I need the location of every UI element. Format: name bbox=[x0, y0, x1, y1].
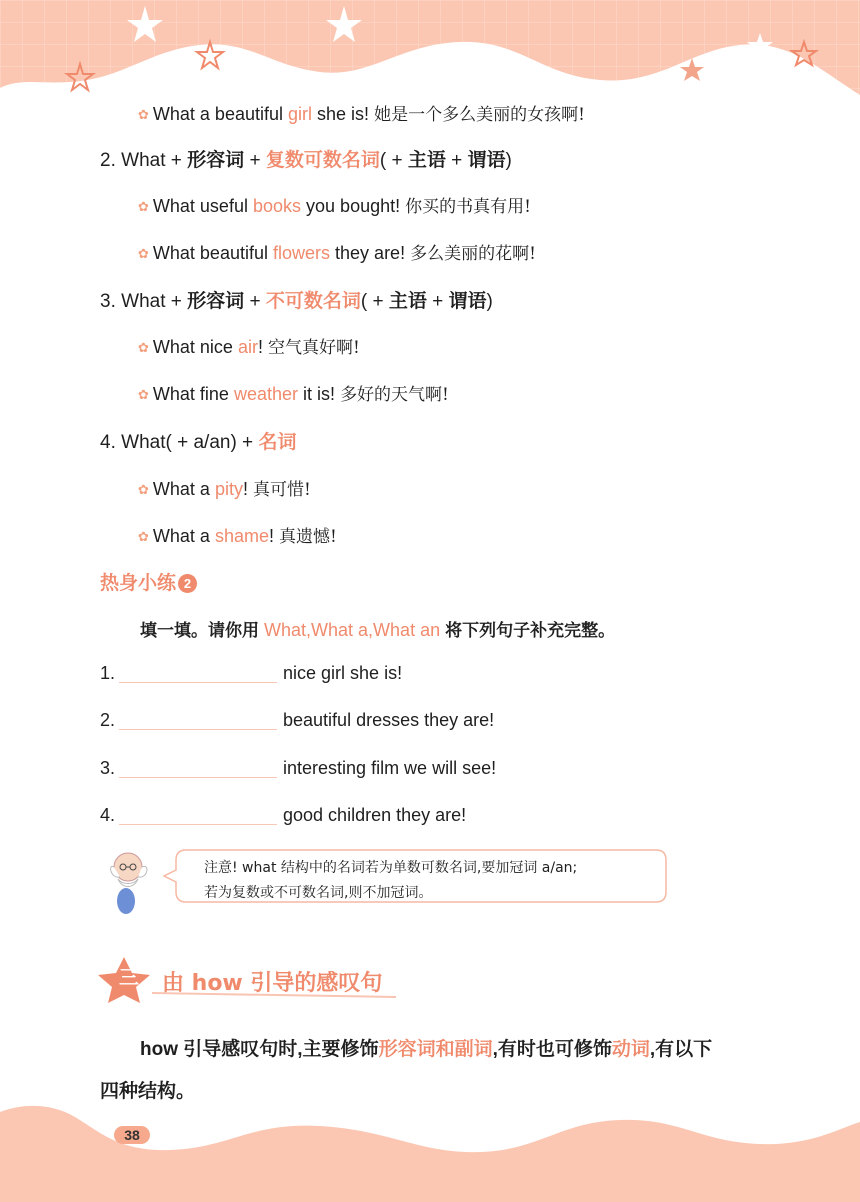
highlight-word: air bbox=[237, 337, 258, 357]
flower-icon: ✿ bbox=[138, 199, 149, 214]
predicate-label: 谓语 bbox=[448, 291, 487, 312]
item-text: nice girl she is! bbox=[283, 663, 403, 683]
footer-decoration bbox=[0, 1092, 860, 1202]
item-text: interesting film we will see! bbox=[283, 758, 497, 778]
flower-icon: ✿ bbox=[138, 482, 149, 497]
highlight-words: 形容词和副词 bbox=[378, 1039, 493, 1060]
example-line bbox=[138, 380, 449, 405]
structure-text: What + bbox=[121, 291, 182, 312]
subject-label: 主语 bbox=[388, 291, 427, 312]
translation: 多么美丽的花啊! bbox=[410, 244, 536, 264]
item-text: good children they are! bbox=[283, 805, 467, 825]
structure-heading bbox=[100, 286, 493, 313]
highlight-words: 动词 bbox=[611, 1039, 650, 1060]
translation: 真遗憾! bbox=[279, 527, 337, 547]
example-text: ! bbox=[257, 337, 263, 357]
intro-line bbox=[140, 1034, 712, 1061]
example-text: ! bbox=[242, 479, 248, 499]
instruction-text: 填一填。请你用 bbox=[140, 621, 259, 640]
instruction-text: 将下列句子补充完整。 bbox=[445, 621, 616, 640]
practice-item bbox=[100, 758, 496, 779]
practice-item bbox=[100, 663, 402, 684]
structure-heading bbox=[100, 427, 296, 454]
highlight-word: shame bbox=[214, 526, 269, 546]
page-number-badge: 38 bbox=[114, 1126, 150, 1144]
example-text: you bought! bbox=[306, 196, 401, 216]
adjective-label: 形容词 bbox=[187, 291, 245, 312]
highlight-word: girl bbox=[288, 104, 313, 124]
structure-text: ) bbox=[505, 150, 512, 171]
flower-icon: ✿ bbox=[138, 340, 149, 355]
flower-icon: ✿ bbox=[138, 387, 149, 402]
noun-label: 不可数名词 bbox=[265, 291, 361, 312]
example-text: What a bbox=[152, 479, 210, 499]
structure-text: ( + bbox=[360, 291, 384, 312]
noun-label: 复数可数名词 bbox=[265, 150, 380, 171]
practice-item bbox=[100, 805, 466, 826]
structure-text: + bbox=[249, 291, 261, 312]
translation: 你买的书真有用! bbox=[405, 197, 531, 217]
example-text: it is! bbox=[303, 384, 336, 404]
translation: 空气真好啊! bbox=[268, 338, 360, 358]
intro-text: ,有时也可修饰 bbox=[492, 1039, 612, 1060]
structure-text: + bbox=[451, 150, 463, 171]
blank-input[interactable] bbox=[119, 711, 277, 730]
adjective-label: 形容词 bbox=[187, 150, 245, 171]
flower-icon: ✿ bbox=[138, 246, 149, 261]
example-line bbox=[138, 475, 311, 500]
structure-text: What + bbox=[121, 150, 182, 171]
intro-text: how 引导感叹句时,主要修饰 bbox=[140, 1039, 379, 1060]
example-text: they are! bbox=[335, 243, 406, 263]
structure-number: 4. bbox=[100, 432, 116, 453]
practice-badge: 2 bbox=[178, 574, 197, 593]
flower-icon: ✿ bbox=[138, 107, 149, 122]
practice-item bbox=[100, 710, 494, 731]
practice-instruction bbox=[140, 616, 615, 641]
translation: 真可惜! bbox=[253, 480, 311, 500]
example-line bbox=[138, 333, 360, 358]
example-text: she is! bbox=[317, 104, 370, 124]
item-number: 2. bbox=[100, 710, 116, 730]
highlight-word: flowers bbox=[273, 243, 331, 263]
note-text: 若为复数或不可数名词,则不加冠词。 bbox=[204, 885, 433, 901]
item-number: 4. bbox=[100, 805, 116, 825]
noun-label: 名词 bbox=[258, 432, 297, 453]
example-line bbox=[138, 522, 337, 547]
practice-heading bbox=[100, 568, 197, 595]
structure-text: What( + a/an) + bbox=[121, 432, 254, 453]
example-text: ! bbox=[268, 526, 274, 546]
example-text: What fine bbox=[152, 384, 229, 404]
structure-number: 3. bbox=[100, 291, 116, 312]
blank-input[interactable] bbox=[119, 806, 277, 825]
structure-text: + bbox=[432, 291, 444, 312]
practice-title: 热身小练 bbox=[100, 573, 177, 594]
star-icon bbox=[197, 42, 223, 68]
structure-text: + bbox=[249, 150, 261, 171]
highlight-word: books bbox=[252, 196, 302, 216]
translation: 她是一个多么美丽的女孩啊! bbox=[374, 105, 585, 125]
example-text: What beautiful bbox=[152, 243, 268, 263]
structure-heading bbox=[100, 145, 512, 172]
structure-text: ) bbox=[486, 291, 493, 312]
flower-icon: ✿ bbox=[138, 529, 149, 544]
structure-number: 2. bbox=[100, 150, 116, 171]
highlight-word: pity bbox=[214, 479, 243, 499]
professor-mascot-icon bbox=[104, 845, 164, 917]
subject-label: 主语 bbox=[407, 150, 446, 171]
structure-text: ( + bbox=[379, 150, 403, 171]
example-line bbox=[138, 100, 585, 125]
item-text: beautiful dresses they are! bbox=[283, 710, 495, 730]
highlight-word: weather bbox=[233, 384, 299, 404]
example-text: What nice bbox=[152, 337, 233, 357]
note-text: 注意! what 结构中的名词若为单数可数名词,要加冠词 a/an; bbox=[204, 860, 578, 876]
example-text: What useful bbox=[152, 196, 248, 216]
intro-text: ,有以下 bbox=[649, 1039, 713, 1060]
blank-input[interactable] bbox=[119, 759, 277, 778]
example-text: What a beautiful bbox=[152, 104, 283, 124]
intro-text: 四种结构。 bbox=[100, 1081, 196, 1102]
section-title: 由 how 引导的感叹句 bbox=[162, 971, 383, 996]
section-number: 三 bbox=[119, 965, 139, 989]
example-line bbox=[138, 239, 536, 264]
item-number: 1. bbox=[100, 663, 116, 683]
item-number: 3. bbox=[100, 758, 116, 778]
example-line bbox=[138, 192, 531, 217]
blank-input[interactable] bbox=[119, 664, 277, 683]
translation: 多好的天气啊! bbox=[340, 385, 449, 405]
header-decoration bbox=[0, 0, 860, 110]
predicate-label: 谓语 bbox=[467, 150, 506, 171]
example-text: What a bbox=[152, 526, 210, 546]
highlight-words: What,What a,What an bbox=[264, 620, 441, 640]
